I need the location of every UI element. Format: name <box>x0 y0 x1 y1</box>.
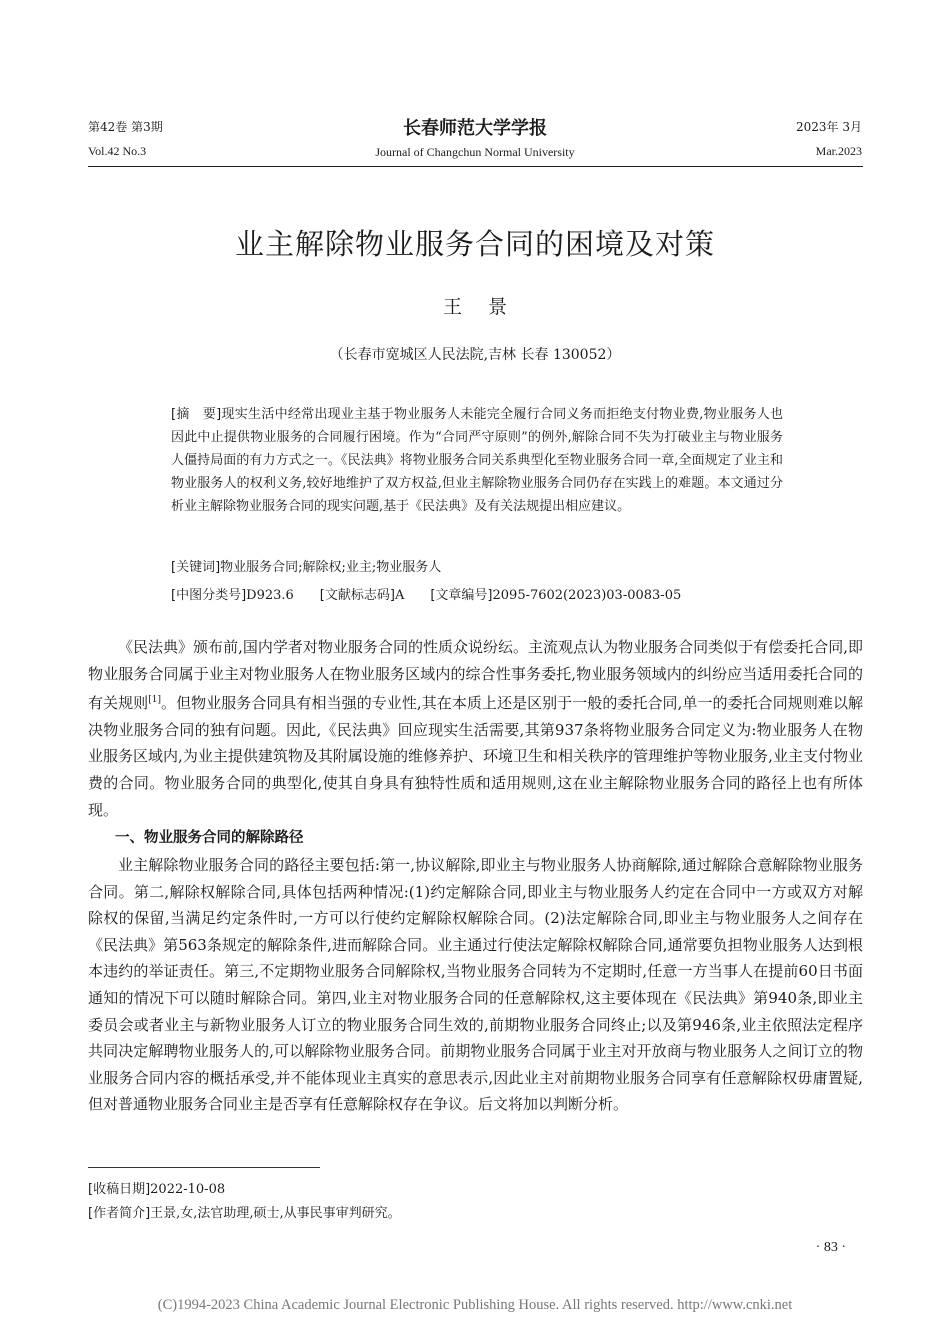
paragraph-text: 《民法典》颁布前,国内学者对物业服务合同的性质众说纷纭。主流观点认为物业服务合同类似于有偿委托合同,即物业服务合同属于业主对物业服务人在物业服务区域内的综合性事务委托,物业服务领域内的纠纷应当适用委托合同的有关规则 <box>88 638 863 713</box>
footnote-divider <box>88 1167 320 1168</box>
doc-code-label: [文献标志码] <box>319 588 395 603</box>
volume-issue-en: Vol.42 No.3 <box>88 144 147 158</box>
abstract-text: 现实生活中经常出现业主基于物业服务人未能完全履行合同义务而拒绝支付物业费,物业服务人也因此中止提供物业服务的合同履行困境。作为“合同严守原则”的例外,解除合同不失为打破业主与物业服务人僵持局面的有力方式之一。《民法典》将物业服务合同关系典型化至物业服务合同一章,全面规定了业主和物业服务人的权利义务,较好地维护了双方权益,但业主解除物业服务合同仍存在实践上的难题。本文通过分析业主解除物业服务合同的现实问题,基于《民法典》及有关法规提出相应建议。 <box>171 407 783 514</box>
issue-date-en: Mar.2023 <box>815 144 862 158</box>
classification-line <box>171 584 681 603</box>
author-bio-value: 王景,女,法官助理,硕士,从事民事审判研究。 <box>150 1206 401 1221</box>
section1-paragraph-block <box>88 852 863 1118</box>
author-name: 王景 <box>442 296 533 318</box>
page-number: · 83 · <box>815 1240 846 1255</box>
copyright-notice: (C)1994-2023 China Academic Journal Electronic Publishing House. All rights reserved. http://www.cnki.net <box>157 1297 793 1313</box>
citation-ref[interactable]: [1] <box>148 695 161 706</box>
clc-value: D923.6 <box>246 588 294 603</box>
paragraph: 业主解除物业服务合同的路径主要包括:第一,协议解除,即业主与物业服务人协商解除,通过解除合意解除物业服务合同。第二,解除权解除合同,具体包括两种情况:(1)约定解除合同,即业主与物业服务人约定在合同中一方或双方对解除权的保留,当满足约定条件时,一方可以行使约定解除权解除合同。(2)法定解除合同,即业主与物业服务人之间存在《民法典》第563条规定的解除条件,进而解除合同。业主通过行使法定解除权解除合同,通常要负担物业服务人达到根本违约的举证责任。第三,不定期物业服务合同解除权,当物业服务合同转为不定期时,任意一方当事人在提前60日书面通知的情况下可以随时解除合同。第四,业主对物业服务合同的任意解除权,这主要体现在《民法典》第940条,即业主委员会或者业主与新物业服务人订立的物业服务合同生效的,前期物业服务合同终止;以及第946条,业主依照法定程序共同决定解聘物业服务人的,可以解除物业服务合同。前期物业服务合同属于业主对开放商与物业服务人之间订立的物业服务合同内容的概括承受,并不能体现业主真实的意思表示,因此业主对前期物业服务合同享有任意解除权毋庸置疑,但对普通物业服务合同业主是否享有任意解除权存在争议。后文将加以判断分析。 <box>88 856 863 1114</box>
article-title: 业主解除物业服务合同的困境及对策 <box>234 227 715 261</box>
journal-title-en: Journal of Changchun Normal University <box>375 145 575 159</box>
clc-label: [中图分类号] <box>171 588 247 603</box>
author-bio-label: [作者简介] <box>88 1206 151 1221</box>
header-divider <box>88 166 863 167</box>
abstract-label: [摘 要] <box>171 407 222 422</box>
article-id-value: 2095-7602(2023)03-0083-05 <box>492 588 682 603</box>
received-label: [收稿日期] <box>88 1182 151 1197</box>
volume-issue-cn: 第42卷 第3期 <box>88 120 163 134</box>
keywords <box>171 556 783 575</box>
issue-date-cn: 2023年 3月 <box>796 120 862 134</box>
section-heading: 一、物业服务合同的解除路径 <box>115 830 304 846</box>
author-affiliation: （长春市宽城区人民法院,吉林 长春 130052） <box>329 347 621 363</box>
paragraph-text: 。但物业服务合同具有相当强的专业性,其在本质上还是区别于一般的委托合同,单一的委托合同规则难以解决物业服务合同的独有问题。因此,《民法典》回应现实生活需要,其第937条将物业服务合同定义为:物业服务人在物业服务区域内,为业主提供建筑物及其附属设施的维修养护、环境卫生和相关秩序的管理维护等物业服务,业主支付物业费的合同。物业服务合同的典型化,使其自身具有独特性质和适用规则,这在业主解除物业服务合同的路径上也有所体现。 <box>88 694 863 819</box>
keywords-label: [关键词] <box>171 560 221 575</box>
article-id-label: [文章编号] <box>430 588 493 603</box>
received-value: 2022-10-08 <box>150 1182 226 1197</box>
abstract <box>171 403 783 518</box>
received-date <box>88 1178 225 1197</box>
paragraph <box>88 634 863 823</box>
keywords-text: 物业服务合同;解除权;业主;物业服务人 <box>220 560 442 575</box>
author-bio <box>88 1202 401 1221</box>
doc-code-value: A <box>394 588 405 603</box>
journal-title-cn: 长春师范大学学报 <box>403 118 547 139</box>
intro-paragraph-block <box>88 634 863 823</box>
